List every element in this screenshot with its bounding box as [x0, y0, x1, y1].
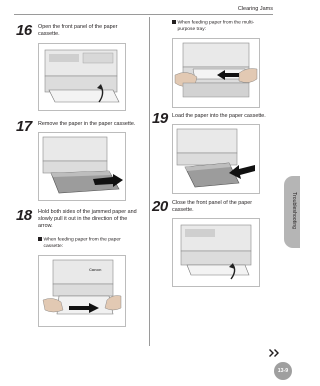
step-18-text [38, 209, 137, 230]
step-17-photo [38, 132, 126, 201]
step-18-text-line: slowly pull it out in the direction of the [38, 216, 128, 222]
step-16-text [38, 24, 117, 38]
step-17-number: 17 [16, 118, 32, 135]
header-section-title: Clearing Jams [237, 6, 273, 12]
sub-step-line: cassette: [43, 243, 64, 249]
step-16-number: 16 [16, 22, 32, 39]
multi-purpose-tray-sub-step [172, 20, 254, 33]
step-20-text-line: cassette. [172, 207, 194, 213]
step-20-text [172, 200, 252, 214]
bullet-square-icon [172, 20, 176, 24]
step-19-text-line: Load the paper into the paper cassette. [172, 113, 266, 119]
step-18-sub-step [38, 237, 121, 250]
sub-step-line: When feeding paper from the paper [43, 237, 121, 243]
sub-step-line: When feeding paper from the multi- [177, 20, 255, 26]
step-16-text-line: Open the front panel of the paper [38, 24, 118, 30]
back-arrow-icon[interactable] [268, 349, 280, 357]
step-17-text [38, 121, 135, 128]
remove-paper-illustration [39, 133, 125, 200]
step-16-text-line: cassette. [38, 31, 60, 37]
sub-step-line: purpose tray: [177, 26, 207, 32]
step-19-photo [172, 124, 260, 194]
printer-front-panel-open-illustration [39, 44, 125, 110]
multi-purpose-tray-photo [172, 38, 260, 108]
step-17-text-line: Remove the paper in the paper cassette. [38, 121, 136, 127]
step-19-text [172, 113, 266, 120]
step-20-photo [172, 218, 260, 287]
step-20-text-line: Close the front panel of the paper [172, 200, 253, 206]
step-16-photo [38, 43, 126, 111]
header-rule [14, 14, 273, 15]
load-paper-illustration [173, 125, 259, 193]
column-divider [149, 17, 150, 346]
step-18-text-line: arrow. [38, 223, 53, 229]
photo-brand-text: Canon [89, 267, 102, 272]
step-18-photo [38, 255, 126, 327]
close-front-panel-illustration [173, 219, 259, 286]
page-number-badge: 13-9 [274, 362, 292, 380]
pull-jammed-paper-tray-illustration [173, 39, 259, 107]
step-20-number: 20 [152, 198, 168, 215]
bullet-square-icon [38, 237, 42, 241]
step-18-text-line: Hold both sides of the jammed paper and [38, 209, 137, 215]
step-18-number: 18 [16, 207, 32, 224]
side-tab-label: Troubleshooting [291, 192, 297, 230]
pull-jammed-paper-cassette-illustration [39, 256, 125, 326]
step-19-number: 19 [152, 110, 168, 127]
